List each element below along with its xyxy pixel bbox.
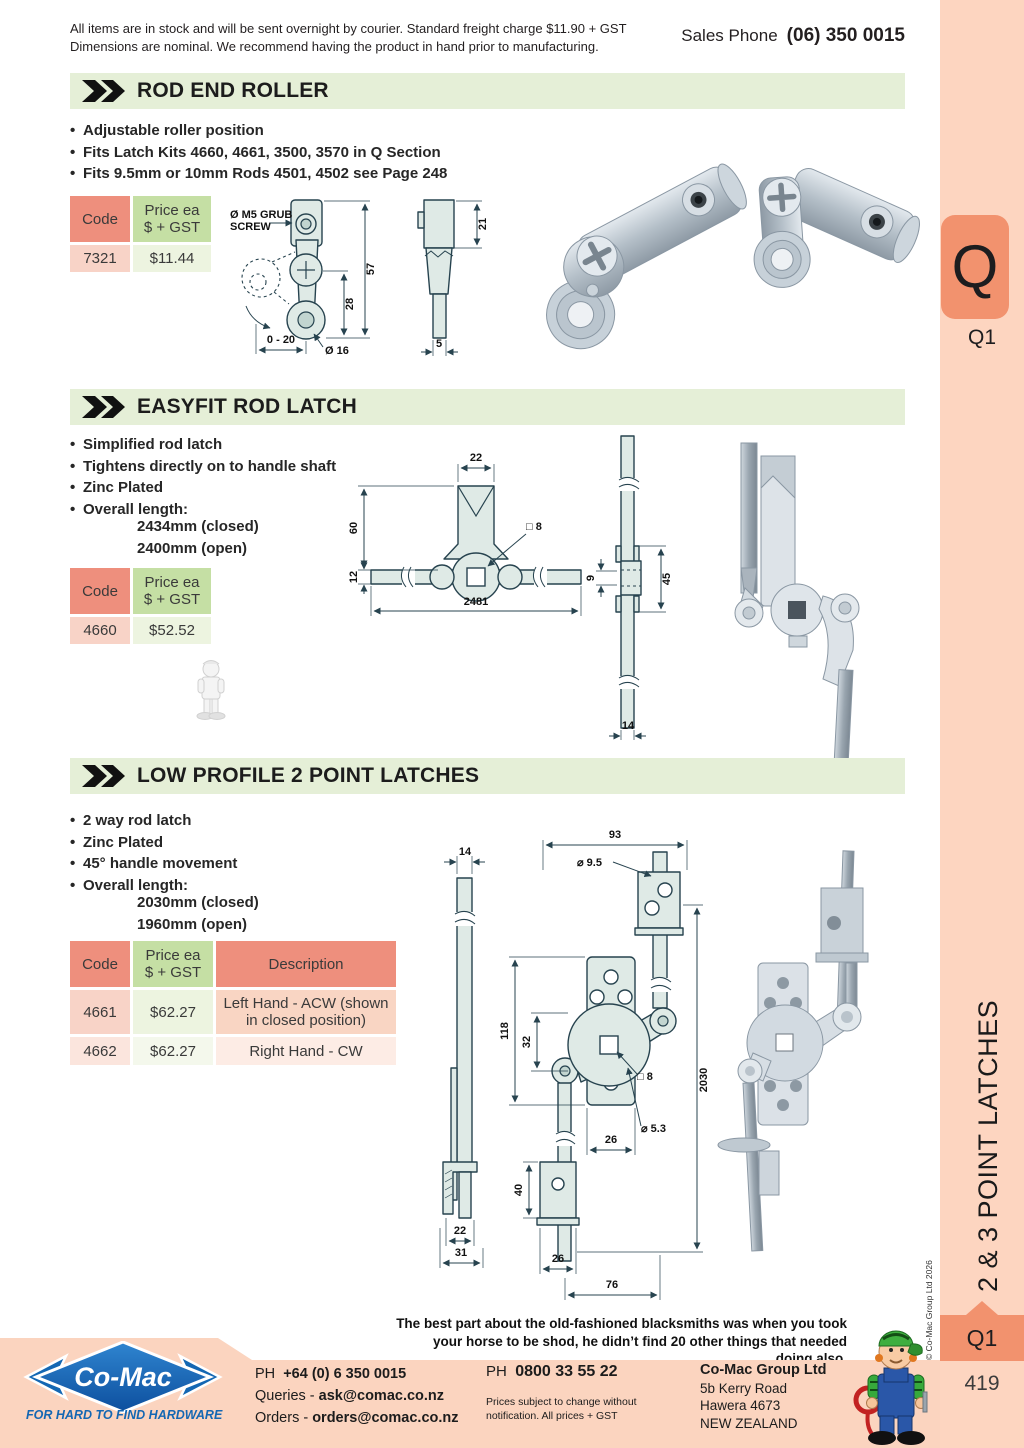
price-line2: $ + GST — [143, 219, 201, 236]
price-line2: $ + GST — [144, 964, 202, 981]
footer-contact-left — [255, 1363, 459, 1429]
cell-description: Right Hand - CW — [216, 1037, 396, 1065]
bottom-section-tab — [940, 1315, 1024, 1361]
logo-text: Co-Mac — [74, 1362, 172, 1392]
bullet: • Simplified rod latch — [70, 434, 336, 456]
dim-label: 14 — [621, 720, 635, 732]
address-line: NEW ZEALAND — [700, 1415, 798, 1431]
page-number: 419 — [964, 1372, 1000, 1395]
low-profile-photo — [703, 843, 935, 1283]
cell-code: 4662 — [70, 1037, 130, 1065]
dim-label: 45 — [661, 572, 673, 586]
easyfit-table — [70, 568, 211, 644]
rod-end-roller-photo — [505, 128, 920, 350]
dim-label: Ø M5 GRUB — [230, 209, 293, 221]
section-tab-q — [941, 215, 1009, 319]
section-bar-easyfit — [70, 389, 905, 425]
prices-note-line2: notification. All prices + GST — [486, 1410, 618, 1422]
length-line: 2030mm (closed) — [137, 894, 259, 911]
bullet: • Adjustable roller position — [70, 120, 447, 142]
dim-label: 32 — [521, 1035, 533, 1049]
length-line: 2434mm (closed) — [137, 518, 259, 535]
dim-label: 9 — [585, 574, 597, 582]
dim-label: 12 — [348, 570, 360, 584]
low-profile-table — [70, 941, 396, 1065]
address-line: 5b Kerry Road — [700, 1380, 788, 1396]
bottom-tab-code: Q1 — [966, 1324, 998, 1351]
cell-code: 7321 — [70, 245, 130, 272]
length-line: 2400mm (open) — [137, 539, 248, 557]
dim-label: 26 — [551, 1253, 565, 1265]
dim-label: 0 - 20 — [266, 334, 296, 346]
dim-label: 60 — [348, 521, 360, 535]
dim-label: 2030 — [698, 1067, 710, 1093]
notice-line1: All items are in stock and will be sent overnight by courier. Standard freight charge $11.90 + GST — [70, 21, 627, 36]
dim-label: ⌀ 9.5 — [577, 857, 602, 869]
dim-label: 5 — [435, 338, 443, 350]
rod-end-roller-bullets — [70, 120, 447, 185]
footer-address — [700, 1362, 826, 1432]
dim-label: □ 8 — [637, 1071, 653, 1083]
dim-label: 26 — [604, 1134, 618, 1146]
easyfit-photo — [693, 428, 923, 766]
dim-label: 28 — [344, 297, 356, 311]
cell-code: 4660 — [70, 617, 130, 644]
dim-label: Ø 16 — [325, 345, 349, 357]
length-line: 1960mm (open) — [137, 915, 248, 933]
cell-code: 4661 — [70, 990, 130, 1034]
section-code: Q1 — [967, 326, 996, 349]
comac-logo — [18, 1341, 228, 1413]
orders-email: orders@comac.co.nz — [312, 1410, 459, 1426]
prices-note-line1: Prices subject to change without — [486, 1396, 637, 1408]
col-header-price — [133, 568, 211, 614]
phone-line: PH +64 (0) 6 350 0015 — [255, 1366, 407, 1382]
bullet: • Tightens directly on to handle shaft — [70, 456, 336, 478]
easyfit-drawing — [338, 428, 683, 748]
address-line: Hawera 4673 — [700, 1398, 781, 1413]
low-profile-drawing — [425, 800, 717, 1312]
dim-label: 118 — [499, 1022, 511, 1040]
queries-email: ask@comac.co.nz — [318, 1388, 445, 1404]
easyfit-bullets — [70, 434, 336, 520]
section-title: EASYFIT ROD LATCH — [137, 395, 358, 418]
cell-price: $11.44 — [133, 245, 211, 272]
dim-label: SCREW — [230, 221, 271, 233]
sales-phone-label: Sales Phone — [681, 26, 778, 45]
dim-label: □ 8 — [526, 521, 542, 533]
cell-price: $62.27 — [133, 1037, 213, 1065]
col-header-price — [133, 941, 213, 987]
section-letter: Q — [951, 233, 999, 300]
blacksmith-quote — [395, 1315, 847, 1368]
arrow-icon — [82, 396, 126, 418]
bullet: • Fits 9.5mm or 10mm Rods 4501, 4502 see Page 248 — [70, 163, 447, 185]
dim-label: 22 — [469, 452, 483, 464]
rod-end-roller-drawing — [228, 190, 513, 376]
bullet: • Overall length: — [70, 499, 336, 521]
rod-end-roller-table — [70, 196, 211, 272]
arrow-icon — [82, 765, 126, 787]
faint-mascot-icon — [190, 658, 232, 722]
cell-price: $52.52 — [133, 617, 211, 644]
col-header-code: Code — [70, 196, 130, 242]
dim-label: 22 — [453, 1225, 467, 1237]
price-line1: Price ea — [144, 202, 200, 219]
section-bar-rod-end-roller — [70, 73, 905, 109]
vertical-section-title: 2 & 3 POINT LATCHES — [973, 999, 1003, 1292]
section-bar-low-profile — [70, 758, 905, 794]
low-profile-bullets — [70, 810, 237, 896]
section-title: LOW PROFILE 2 POINT LATCHES — [137, 764, 480, 787]
bullet: • 2 way rod latch — [70, 810, 237, 832]
col-header-description: Description — [216, 941, 396, 987]
sales-phone-number: (06) 350 0015 — [786, 25, 905, 46]
dim-label: ⌀ 5.3 — [641, 1123, 666, 1135]
price-line1: Price ea — [144, 574, 200, 591]
orders-line: Orders - orders@comac.co.nz — [255, 1410, 459, 1426]
dim-label: 93 — [608, 829, 622, 841]
arrow-icon — [82, 80, 126, 102]
queries-line: Queries - ask@comac.co.nz — [255, 1388, 445, 1404]
bullet: • Fits Latch Kits 4660, 4661, 3500, 3570 in Q Section — [70, 142, 447, 164]
stock-notice — [70, 20, 650, 56]
logo-tagline: FOR HARD TO FIND HARDWARE — [26, 1408, 223, 1422]
bullet: • Zinc Plated — [70, 477, 336, 499]
dim-label: 76 — [605, 1279, 619, 1291]
col-header-price — [133, 196, 211, 242]
section-title: ROD END ROLLER — [137, 79, 329, 102]
footer-freephone: PH 0800 33 55 22 — [486, 1363, 618, 1380]
bullet: • 45° handle movement — [70, 853, 237, 875]
bullet: • Overall length: — [70, 875, 237, 897]
copyright-text: © Co-Mac Group Ltd 2026 — [924, 1260, 934, 1360]
col-header-code: Code — [70, 568, 130, 614]
price-line1: Price ea — [145, 947, 201, 964]
dim-label: 2481 — [463, 596, 489, 608]
dim-label: 40 — [513, 1183, 525, 1197]
col-header-code: Code — [70, 941, 130, 987]
cell-description: Left Hand - ACW (shown in closed position) — [216, 990, 396, 1034]
quote-line1: The best part about the old-fashioned blacksmiths was when you took — [396, 1316, 847, 1331]
prices-note — [486, 1395, 637, 1423]
quote-line2: your horse to be shod, he didn’t find 20 other things that needed doing also. — [432, 1333, 847, 1366]
dim-label: 21 — [477, 217, 489, 231]
cell-price: $62.27 — [133, 990, 213, 1034]
bullet: • Zinc Plated — [70, 832, 237, 854]
dim-label: 57 — [365, 262, 377, 276]
sales-phone — [655, 25, 905, 47]
price-line2: $ + GST — [143, 591, 201, 608]
notice-line2: Dimensions are nominal. We recommend having the product in hand prior to manufacturing. — [70, 39, 599, 54]
company-name: Co-Mac Group Ltd — [700, 1362, 827, 1378]
dim-label: 31 — [454, 1247, 468, 1259]
low-profile-lengths — [137, 892, 259, 935]
dim-label: 14 — [458, 846, 472, 858]
easyfit-lengths — [137, 516, 259, 559]
